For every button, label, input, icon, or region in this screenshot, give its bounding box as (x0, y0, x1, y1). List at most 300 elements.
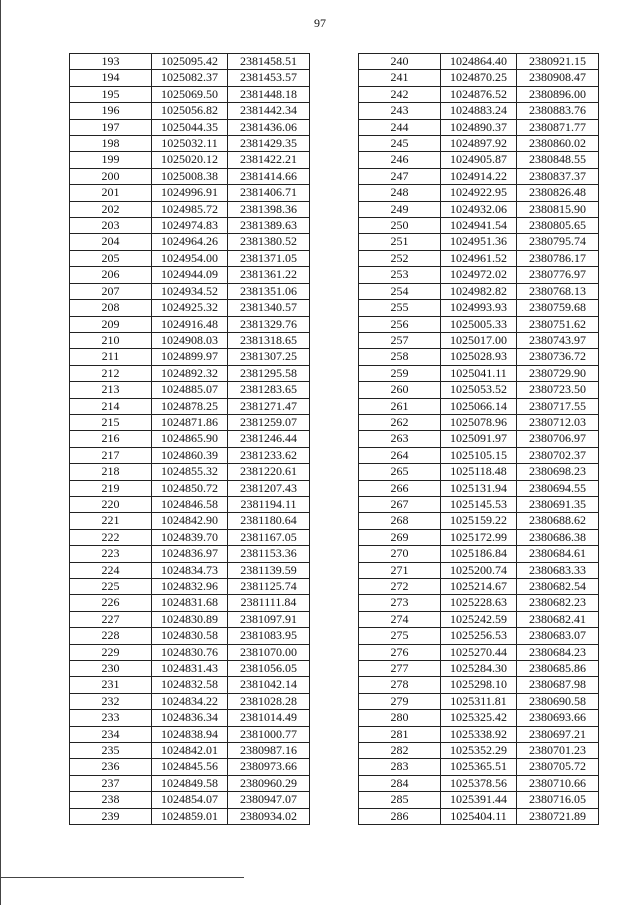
x-coordinate-cell: 1025118.48 (441, 464, 517, 480)
y-coordinate-cell: 2380691.35 (517, 496, 599, 512)
table-row (359, 332, 599, 348)
table-row (359, 759, 599, 775)
table-row (359, 136, 599, 152)
point-number-cell: 228 (70, 628, 152, 644)
x-coordinate-cell: 1024883.24 (441, 103, 517, 119)
x-coordinate-cell: 1024954.00 (152, 250, 228, 266)
table-row (359, 70, 599, 86)
point-number-cell: 269 (359, 529, 441, 545)
table-row (359, 644, 599, 660)
y-coordinate-cell: 2380743.97 (517, 332, 599, 348)
table-row (359, 611, 599, 627)
y-coordinate-cell: 2381436.06 (228, 119, 310, 135)
point-number-cell: 265 (359, 464, 441, 480)
x-coordinate-cell: 1024831.43 (152, 661, 228, 677)
table-row (359, 267, 599, 283)
table-row (359, 201, 599, 217)
x-coordinate-cell: 1025131.94 (441, 480, 517, 496)
point-number-cell: 220 (70, 496, 152, 512)
x-coordinate-cell: 1025228.63 (441, 595, 517, 611)
table-row (70, 529, 310, 545)
table-row (70, 168, 310, 184)
y-coordinate-cell: 2381028.28 (228, 693, 310, 709)
point-number-cell: 245 (359, 136, 441, 152)
table-row (359, 710, 599, 726)
table-row (359, 628, 599, 644)
y-coordinate-cell: 2380826.48 (517, 185, 599, 201)
x-coordinate-cell: 1024845.56 (152, 759, 228, 775)
point-number-cell: 214 (70, 398, 152, 414)
x-coordinate-cell: 1025069.50 (152, 86, 228, 102)
x-coordinate-cell: 1025020.12 (152, 152, 228, 168)
x-coordinate-cell: 1024836.97 (152, 546, 228, 562)
table-row (70, 546, 310, 562)
y-coordinate-cell: 2381380.52 (228, 234, 310, 250)
y-coordinate-cell: 2380688.62 (517, 513, 599, 529)
table-row (359, 579, 599, 595)
point-number-cell: 204 (70, 234, 152, 250)
y-coordinate-cell: 2380721.89 (517, 808, 599, 824)
point-number-cell: 230 (70, 661, 152, 677)
y-coordinate-cell: 2380683.07 (517, 628, 599, 644)
x-coordinate-cell: 1025365.51 (441, 759, 517, 775)
y-coordinate-cell: 2380736.72 (517, 349, 599, 365)
point-number-cell: 247 (359, 168, 441, 184)
y-coordinate-cell: 2380815.90 (517, 201, 599, 217)
y-coordinate-cell: 2380776.97 (517, 267, 599, 283)
x-coordinate-cell: 1025078.96 (441, 414, 517, 430)
table-row (70, 792, 310, 808)
y-coordinate-cell: 2380685.86 (517, 661, 599, 677)
y-coordinate-cell: 2380702.37 (517, 447, 599, 463)
table-row (70, 152, 310, 168)
table-row (70, 382, 310, 398)
point-number-cell: 242 (359, 86, 441, 102)
x-coordinate-cell: 1024905.87 (441, 152, 517, 168)
footnote-separator (0, 877, 244, 878)
point-number-cell: 240 (359, 54, 441, 70)
point-number-cell: 239 (70, 808, 152, 824)
table-row (70, 86, 310, 102)
y-coordinate-cell: 2380706.97 (517, 431, 599, 447)
x-coordinate-cell: 1025298.10 (441, 677, 517, 693)
table-row (70, 267, 310, 283)
y-coordinate-cell: 2381414.66 (228, 168, 310, 184)
table-row (359, 103, 599, 119)
point-number-cell: 272 (359, 579, 441, 595)
point-number-cell: 267 (359, 496, 441, 512)
coordinates-table-left-body (70, 54, 310, 825)
table-row (70, 644, 310, 660)
y-coordinate-cell: 2380860.02 (517, 136, 599, 152)
x-coordinate-cell: 1025214.67 (441, 579, 517, 595)
table-row (70, 661, 310, 677)
table-row (359, 792, 599, 808)
point-number-cell: 248 (359, 185, 441, 201)
point-number-cell: 266 (359, 480, 441, 496)
table-row (70, 54, 310, 70)
point-number-cell: 275 (359, 628, 441, 644)
y-coordinate-cell: 2380693.66 (517, 710, 599, 726)
x-coordinate-cell: 1024865.90 (152, 431, 228, 447)
x-coordinate-cell: 1025105.15 (441, 447, 517, 463)
table-row (359, 119, 599, 135)
point-number-cell: 273 (359, 595, 441, 611)
y-coordinate-cell: 2380921.15 (517, 54, 599, 70)
x-coordinate-cell: 1024846.58 (152, 496, 228, 512)
table-row (70, 234, 310, 250)
y-coordinate-cell: 2380729.90 (517, 365, 599, 381)
point-number-cell: 257 (359, 332, 441, 348)
y-coordinate-cell: 2381442.34 (228, 103, 310, 119)
point-number-cell: 200 (70, 168, 152, 184)
table-row (70, 759, 310, 775)
coordinates-table-left (69, 53, 310, 825)
table-row (359, 54, 599, 70)
table-row (359, 316, 599, 332)
x-coordinate-cell: 1025053.52 (441, 382, 517, 398)
x-coordinate-cell: 1024860.39 (152, 447, 228, 463)
point-number-cell: 256 (359, 316, 441, 332)
y-coordinate-cell: 2380871.77 (517, 119, 599, 135)
point-number-cell: 252 (359, 250, 441, 266)
x-coordinate-cell: 1025066.14 (441, 398, 517, 414)
point-number-cell: 282 (359, 743, 441, 759)
table-row (70, 185, 310, 201)
coordinates-table-right (358, 53, 599, 825)
y-coordinate-cell: 2380717.55 (517, 398, 599, 414)
y-coordinate-cell: 2380682.41 (517, 611, 599, 627)
x-coordinate-cell: 1025056.82 (152, 103, 228, 119)
table-row (70, 414, 310, 430)
point-number-cell: 199 (70, 152, 152, 168)
y-coordinate-cell: 2381246.44 (228, 431, 310, 447)
table-row (359, 283, 599, 299)
point-number-cell: 283 (359, 759, 441, 775)
y-coordinate-cell: 2380934.02 (228, 808, 310, 824)
table-row (70, 562, 310, 578)
y-coordinate-cell: 2381422.21 (228, 152, 310, 168)
y-coordinate-cell: 2380697.21 (517, 726, 599, 742)
table-row (70, 496, 310, 512)
x-coordinate-cell: 1024925.32 (152, 300, 228, 316)
x-coordinate-cell: 1025172.99 (441, 529, 517, 545)
y-coordinate-cell: 2381000.77 (228, 726, 310, 742)
x-coordinate-cell: 1024836.34 (152, 710, 228, 726)
table-row (70, 447, 310, 463)
y-coordinate-cell: 2381220.61 (228, 464, 310, 480)
table-row (359, 218, 599, 234)
y-coordinate-cell: 2381014.49 (228, 710, 310, 726)
point-number-cell: 209 (70, 316, 152, 332)
y-coordinate-cell: 2380710.66 (517, 775, 599, 791)
y-coordinate-cell: 2380687.98 (517, 677, 599, 693)
table-row (70, 431, 310, 447)
x-coordinate-cell: 1025095.42 (152, 54, 228, 70)
table-row (359, 595, 599, 611)
x-coordinate-cell: 1024899.97 (152, 349, 228, 365)
table-row (70, 398, 310, 414)
y-coordinate-cell: 2381371.05 (228, 250, 310, 266)
y-coordinate-cell: 2380805.65 (517, 218, 599, 234)
table-row (359, 382, 599, 398)
x-coordinate-cell: 1024914.22 (441, 168, 517, 184)
point-number-cell: 218 (70, 464, 152, 480)
point-number-cell: 226 (70, 595, 152, 611)
x-coordinate-cell: 1025044.35 (152, 119, 228, 135)
x-coordinate-cell: 1024842.01 (152, 743, 228, 759)
point-number-cell: 206 (70, 267, 152, 283)
point-number-cell: 197 (70, 119, 152, 135)
table-row (70, 201, 310, 217)
point-number-cell: 216 (70, 431, 152, 447)
table-row (70, 349, 310, 365)
x-coordinate-cell: 1024964.26 (152, 234, 228, 250)
point-number-cell: 254 (359, 283, 441, 299)
point-number-cell: 207 (70, 283, 152, 299)
x-coordinate-cell: 1025091.97 (441, 431, 517, 447)
table-row (70, 595, 310, 611)
y-coordinate-cell: 2381207.43 (228, 480, 310, 496)
x-coordinate-cell: 1025032.11 (152, 136, 228, 152)
table-row (359, 300, 599, 316)
table-row (70, 283, 310, 299)
table-row (70, 316, 310, 332)
point-number-cell: 263 (359, 431, 441, 447)
table-row (359, 513, 599, 529)
point-number-cell: 202 (70, 201, 152, 217)
table-row (359, 185, 599, 201)
y-coordinate-cell: 2380723.50 (517, 382, 599, 398)
x-coordinate-cell: 1024982.82 (441, 283, 517, 299)
y-coordinate-cell: 2381125.74 (228, 579, 310, 595)
point-number-cell: 208 (70, 300, 152, 316)
y-coordinate-cell: 2380947.07 (228, 792, 310, 808)
x-coordinate-cell: 1024830.76 (152, 644, 228, 660)
y-coordinate-cell: 2381180.64 (228, 513, 310, 529)
coordinates-table-right-body (359, 54, 599, 825)
x-coordinate-cell: 1024834.73 (152, 562, 228, 578)
x-coordinate-cell: 1024850.72 (152, 480, 228, 496)
x-coordinate-cell: 1025017.00 (441, 332, 517, 348)
x-coordinate-cell: 1024996.91 (152, 185, 228, 201)
y-coordinate-cell: 2381453.57 (228, 70, 310, 86)
point-number-cell: 255 (359, 300, 441, 316)
y-coordinate-cell: 2380682.23 (517, 595, 599, 611)
point-number-cell: 277 (359, 661, 441, 677)
y-coordinate-cell: 2380987.16 (228, 743, 310, 759)
table-row (359, 726, 599, 742)
x-coordinate-cell: 1024944.09 (152, 267, 228, 283)
x-coordinate-cell: 1025325.42 (441, 710, 517, 726)
y-coordinate-cell: 2380848.55 (517, 152, 599, 168)
point-number-cell: 235 (70, 743, 152, 759)
x-coordinate-cell: 1024892.32 (152, 365, 228, 381)
table-row (70, 119, 310, 135)
y-coordinate-cell: 2381318.65 (228, 332, 310, 348)
x-coordinate-cell: 1024934.52 (152, 283, 228, 299)
table-row (359, 447, 599, 463)
x-coordinate-cell: 1024897.92 (441, 136, 517, 152)
table-row (359, 349, 599, 365)
table-row (70, 775, 310, 791)
y-coordinate-cell: 2381340.57 (228, 300, 310, 316)
point-number-cell: 285 (359, 792, 441, 808)
x-coordinate-cell: 1025200.74 (441, 562, 517, 578)
x-coordinate-cell: 1024830.58 (152, 628, 228, 644)
x-coordinate-cell: 1025378.56 (441, 775, 517, 791)
point-number-cell: 274 (359, 611, 441, 627)
point-number-cell: 237 (70, 775, 152, 791)
y-coordinate-cell: 2380786.17 (517, 250, 599, 266)
point-number-cell: 205 (70, 250, 152, 266)
point-number-cell: 234 (70, 726, 152, 742)
point-number-cell: 286 (359, 808, 441, 824)
x-coordinate-cell: 1024831.68 (152, 595, 228, 611)
table-row (359, 546, 599, 562)
y-coordinate-cell: 2380705.72 (517, 759, 599, 775)
table-row (70, 628, 310, 644)
point-number-cell: 284 (359, 775, 441, 791)
table-row (359, 661, 599, 677)
table-row (70, 579, 310, 595)
x-coordinate-cell: 1024961.52 (441, 250, 517, 266)
x-coordinate-cell: 1024932.06 (441, 201, 517, 217)
x-coordinate-cell: 1024941.54 (441, 218, 517, 234)
point-number-cell: 210 (70, 332, 152, 348)
x-coordinate-cell: 1025005.33 (441, 316, 517, 332)
y-coordinate-cell: 2381458.51 (228, 54, 310, 70)
x-coordinate-cell: 1024870.25 (441, 70, 517, 86)
x-coordinate-cell: 1024885.07 (152, 382, 228, 398)
point-number-cell: 251 (359, 234, 441, 250)
table-row (70, 250, 310, 266)
point-number-cell: 227 (70, 611, 152, 627)
table-row (359, 414, 599, 430)
y-coordinate-cell: 2380684.23 (517, 644, 599, 660)
x-coordinate-cell: 1025270.44 (441, 644, 517, 660)
x-coordinate-cell: 1024871.86 (152, 414, 228, 430)
table-row (70, 464, 310, 480)
point-number-cell: 260 (359, 382, 441, 398)
table-row (70, 332, 310, 348)
point-number-cell: 213 (70, 382, 152, 398)
point-number-cell: 259 (359, 365, 441, 381)
point-number-cell: 244 (359, 119, 441, 135)
x-coordinate-cell: 1025256.53 (441, 628, 517, 644)
y-coordinate-cell: 2381042.14 (228, 677, 310, 693)
y-coordinate-cell: 2380682.54 (517, 579, 599, 595)
y-coordinate-cell: 2381056.05 (228, 661, 310, 677)
point-number-cell: 217 (70, 447, 152, 463)
table-row (359, 250, 599, 266)
table-row (359, 464, 599, 480)
table-row (359, 743, 599, 759)
x-coordinate-cell: 1025311.81 (441, 693, 517, 709)
y-coordinate-cell: 2381429.35 (228, 136, 310, 152)
table-row (359, 677, 599, 693)
y-coordinate-cell: 2380712.03 (517, 414, 599, 430)
point-number-cell: 212 (70, 365, 152, 381)
x-coordinate-cell: 1025008.38 (152, 168, 228, 184)
table-row (359, 168, 599, 184)
point-number-cell: 270 (359, 546, 441, 562)
y-coordinate-cell: 2381398.36 (228, 201, 310, 217)
y-coordinate-cell: 2381139.59 (228, 562, 310, 578)
x-coordinate-cell: 1025159.22 (441, 513, 517, 529)
table-row (70, 480, 310, 496)
y-coordinate-cell: 2380759.68 (517, 300, 599, 316)
table-row (70, 218, 310, 234)
table-row (359, 529, 599, 545)
y-coordinate-cell: 2380684.61 (517, 546, 599, 562)
x-coordinate-cell: 1025082.37 (152, 70, 228, 86)
page-number: 97 (314, 16, 326, 30)
point-number-cell: 268 (359, 513, 441, 529)
y-coordinate-cell: 2380698.23 (517, 464, 599, 480)
table-row (359, 562, 599, 578)
x-coordinate-cell: 1024951.36 (441, 234, 517, 250)
x-coordinate-cell: 1024855.32 (152, 464, 228, 480)
point-number-cell: 280 (359, 710, 441, 726)
point-number-cell: 236 (70, 759, 152, 775)
point-number-cell: 211 (70, 349, 152, 365)
x-coordinate-cell: 1024859.01 (152, 808, 228, 824)
x-coordinate-cell: 1025391.44 (441, 792, 517, 808)
table-row (70, 808, 310, 824)
y-coordinate-cell: 2380768.13 (517, 283, 599, 299)
x-coordinate-cell: 1024832.58 (152, 677, 228, 693)
table-row (359, 480, 599, 496)
x-coordinate-cell: 1024842.90 (152, 513, 228, 529)
x-coordinate-cell: 1024838.94 (152, 726, 228, 742)
table-row (359, 398, 599, 414)
point-number-cell: 231 (70, 677, 152, 693)
point-number-cell: 221 (70, 513, 152, 529)
point-number-cell: 258 (359, 349, 441, 365)
point-number-cell: 246 (359, 152, 441, 168)
x-coordinate-cell: 1024972.02 (441, 267, 517, 283)
point-number-cell: 222 (70, 529, 152, 545)
table-row (359, 496, 599, 512)
point-number-cell: 264 (359, 447, 441, 463)
y-coordinate-cell: 2381389.63 (228, 218, 310, 234)
y-coordinate-cell: 2380683.33 (517, 562, 599, 578)
x-coordinate-cell: 1024830.89 (152, 611, 228, 627)
table-row (359, 775, 599, 791)
x-coordinate-cell: 1025352.29 (441, 743, 517, 759)
x-coordinate-cell: 1024834.22 (152, 693, 228, 709)
point-number-cell: 249 (359, 201, 441, 217)
y-coordinate-cell: 2381167.05 (228, 529, 310, 545)
point-number-cell: 195 (70, 86, 152, 102)
y-coordinate-cell: 2381153.36 (228, 546, 310, 562)
x-coordinate-cell: 1024839.70 (152, 529, 228, 545)
y-coordinate-cell: 2381097.91 (228, 611, 310, 627)
table-row (70, 693, 310, 709)
y-coordinate-cell: 2381295.58 (228, 365, 310, 381)
y-coordinate-cell: 2380883.76 (517, 103, 599, 119)
y-coordinate-cell: 2380908.47 (517, 70, 599, 86)
point-number-cell: 198 (70, 136, 152, 152)
y-coordinate-cell: 2381307.25 (228, 349, 310, 365)
point-number-cell: 203 (70, 218, 152, 234)
x-coordinate-cell: 1024890.37 (441, 119, 517, 135)
table-row (70, 300, 310, 316)
y-coordinate-cell: 2381361.22 (228, 267, 310, 283)
y-coordinate-cell: 2381448.18 (228, 86, 310, 102)
x-coordinate-cell: 1025028.93 (441, 349, 517, 365)
